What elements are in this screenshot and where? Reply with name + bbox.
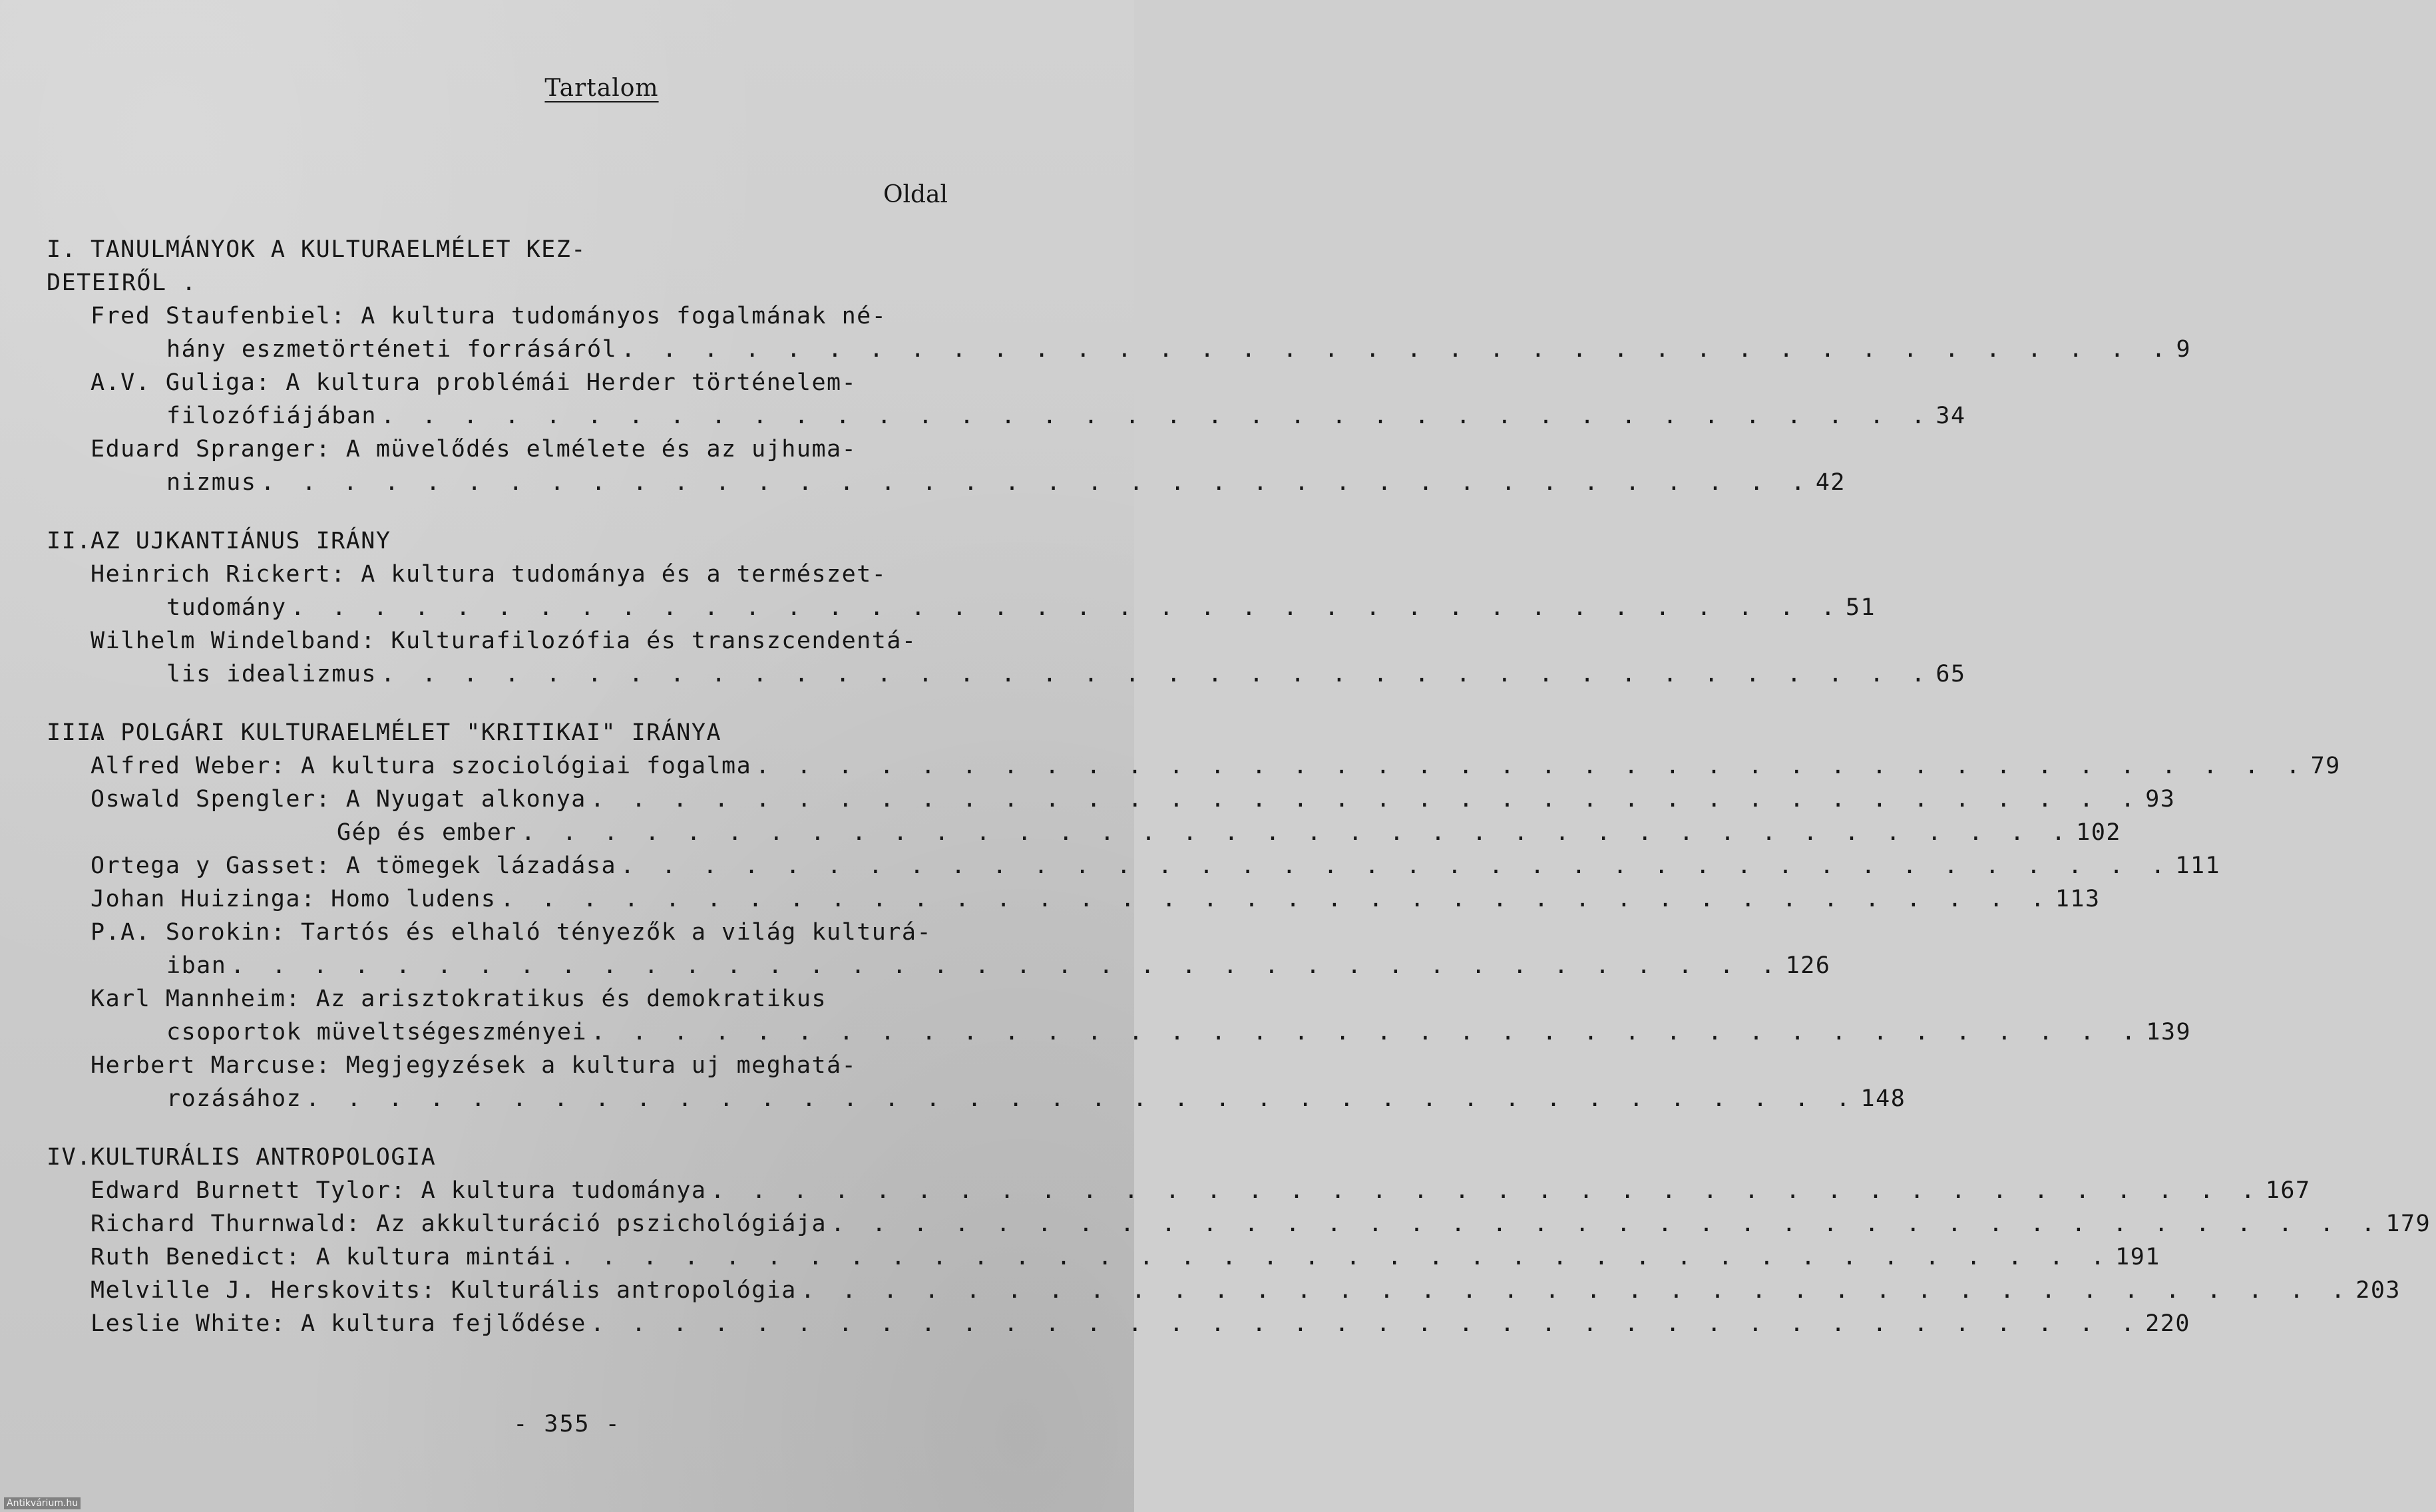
section-number: I. bbox=[47, 236, 77, 263]
dot-leader: . . . . . . . . . . . . . . . . . . . . . . . . . . . . . . . . . . . . . . bbox=[831, 1211, 2382, 1237]
entry-text: Wilhelm Windelband: Kulturafilozófia és transzcendentá- bbox=[91, 628, 917, 654]
toc-entry bbox=[47, 816, 2121, 849]
entry-page-number: 93 bbox=[2145, 786, 2176, 813]
toc-entry bbox=[47, 1174, 2311, 1207]
entry-text: Ruth Benedict: A kultura mintái bbox=[91, 1244, 556, 1270]
entry-text: filozófiájában bbox=[166, 403, 377, 429]
dot-leader: . . . . . . . . . . . . . . . . . . . . . . . . . . . . . . . . . . . . . . bbox=[590, 786, 2142, 813]
entry-text: hány eszmetörténeti forrásáról bbox=[166, 336, 618, 363]
dot-leader: . . . . . . . . . . . . . . . . . . . . . . . . . . . . . . . . . . . . . . bbox=[290, 594, 1842, 621]
section-number: III. bbox=[47, 719, 107, 746]
toc-entry-line bbox=[91, 366, 960, 399]
dot-leader: . . . . . . . . . . . . . . . . . . . . . . . . . . . . . . . . . . . . . . bbox=[755, 753, 2307, 779]
toc-entry-line bbox=[91, 1240, 2160, 1274]
entry-page-number: 113 bbox=[2055, 886, 2101, 912]
toc-entry bbox=[47, 1307, 2190, 1340]
section-number: II. bbox=[47, 528, 92, 554]
entry-page-number: 102 bbox=[2076, 819, 2121, 846]
dot-leader: . . . . . . . . . . . . . . . . . . . . . . . . . . . . . . . . . . . . . . bbox=[381, 403, 1932, 429]
toc-entry-line bbox=[91, 299, 960, 333]
toc-entry-line bbox=[91, 658, 1966, 691]
toc-entry-line bbox=[91, 882, 2101, 916]
toc-entry-line bbox=[91, 466, 1846, 499]
dot-leader: . . . . . . . . . . . . . . . . . . . . . . . . . . . . . . . . . . . . . . bbox=[520, 819, 2073, 846]
section-heading-text: AZ UJKANTIÁNUS IRÁNY bbox=[91, 528, 391, 554]
section-heading bbox=[47, 1141, 960, 1174]
toc-section bbox=[47, 233, 2192, 499]
entry-page-number: 220 bbox=[2145, 1310, 2190, 1337]
dot-leader: . . . . . . . . . . . . . . . . . . . . . . . . . . . . . . . . . . . . . . bbox=[591, 1019, 2142, 1045]
dot-leader: . . . . . . . . . . . . . . . . . . . . . . . . . . . . . . . . . . . . . . bbox=[381, 661, 1932, 687]
watermark: Antikvárium.hu bbox=[4, 1497, 81, 1509]
toc-entry-line bbox=[91, 1082, 1906, 1115]
entry-page-number: 111 bbox=[2175, 852, 2221, 879]
section-heading bbox=[47, 233, 960, 266]
entry-text: Heinrich Rickert: A kultura tudománya és a természet- bbox=[91, 561, 887, 588]
toc-entry-line bbox=[91, 783, 2176, 816]
section-heading bbox=[47, 524, 960, 558]
toc-entry bbox=[47, 1240, 2160, 1274]
entry-text: Herbert Marcuse: Megjegyzések a kultura uj meghatá- bbox=[91, 1052, 857, 1079]
toc-entry bbox=[47, 366, 1966, 433]
toc-entry-line bbox=[91, 591, 1876, 624]
toc-entry-line bbox=[91, 1174, 2311, 1207]
toc-entry bbox=[47, 1049, 1906, 1115]
entry-page-number: 203 bbox=[2355, 1277, 2401, 1304]
toc-entry bbox=[47, 558, 1876, 624]
toc-entry bbox=[47, 749, 2341, 783]
page-column-header: Oldal bbox=[883, 181, 948, 208]
entry-text: Ortega y Gasset: A tömegek lázadása bbox=[91, 852, 617, 879]
entry-text: csoportok müveltségeszményei bbox=[166, 1019, 588, 1045]
toc-entry bbox=[47, 982, 2192, 1049]
entry-page-number: 34 bbox=[1935, 403, 1966, 429]
toc-entry-line bbox=[91, 333, 2192, 366]
toc-entry-line bbox=[91, 1307, 2190, 1340]
entry-page-number: 65 bbox=[1935, 661, 1966, 687]
toc-section bbox=[47, 1141, 2431, 1340]
section-heading-text: TANULMÁNYOK A KULTURAELMÉLET KEZ- bbox=[91, 236, 586, 263]
toc-entry bbox=[47, 882, 2101, 916]
toc-entry bbox=[47, 433, 1846, 499]
dot-leader: . . . . . . . . . . . . . . . . . . . . . . . . . . . . . . . . . . . . . . bbox=[710, 1177, 2262, 1204]
entry-page-number: 191 bbox=[2115, 1244, 2160, 1270]
page-number: - 355 - bbox=[513, 1411, 621, 1437]
toc-entry bbox=[47, 916, 1831, 982]
entry-text: nizmus bbox=[166, 469, 257, 496]
dot-leader: . . . . . . . . . . . . . . . . . . . . . . . . . . . . . . . . . . . . . . bbox=[621, 336, 2172, 363]
page-title bbox=[0, 75, 1134, 102]
entry-text: lis idealizmus bbox=[166, 661, 377, 687]
toc-entry-line bbox=[91, 1049, 960, 1082]
section-heading bbox=[47, 716, 960, 749]
toc-section bbox=[47, 524, 1966, 691]
entry-text: Edward Burnett Tylor: A kultura tudománya bbox=[91, 1177, 707, 1204]
entry-text: Fred Staufenbiel: A kultura tudományos fogalmának né- bbox=[91, 303, 887, 329]
entry-page-number: 179 bbox=[2385, 1211, 2431, 1237]
entry-page-number: 51 bbox=[1845, 594, 1876, 621]
dot-leader: . . . . . . . . . . . . . . . . . . . . . . . . . . . . . . . . . . . . . . bbox=[230, 952, 1782, 979]
toc-entry bbox=[47, 299, 2192, 366]
entry-text: Richard Thurnwald: Az akkulturáció pszichológiája bbox=[91, 1211, 827, 1237]
toc-entry bbox=[47, 624, 1966, 691]
entry-text: Karl Mannheim: Az arisztokratikus és demokratikus bbox=[91, 986, 827, 1012]
entry-text: Oswald Spengler: A Nyugat alkonya bbox=[91, 786, 586, 813]
toc-entry bbox=[47, 849, 2221, 882]
toc-entry-line bbox=[91, 949, 1831, 982]
toc-entry-line bbox=[91, 433, 960, 466]
section-heading-text: A POLGÁRI KULTURAELMÉLET "KRITIKAI" IRÁNYA bbox=[91, 719, 722, 746]
toc-section bbox=[47, 716, 2341, 1115]
toc-entry-line bbox=[91, 1016, 2192, 1049]
entry-text: P.A. Sorokin: Tartós és elhaló tényezők a világ kulturá- bbox=[91, 919, 932, 946]
toc-entry-line bbox=[91, 1274, 2401, 1307]
dot-leader: . . . . . . . . . . . . . . . . . . . . . . . . . . . . . . . . . . . . . . bbox=[560, 1244, 2112, 1270]
entry-page-number: 9 bbox=[2176, 336, 2192, 363]
toc-entry-line bbox=[91, 849, 2221, 882]
toc-entry-line bbox=[91, 1207, 2431, 1240]
entry-text: rozásához bbox=[166, 1085, 302, 1112]
table-of-contents bbox=[47, 233, 2431, 1366]
toc-entry-line bbox=[91, 916, 960, 949]
dot-leader: . . . . . . . . . . . . . . . . . . . . . . . . . . . . . . . . . . . . . . bbox=[620, 852, 2172, 879]
toc-entry bbox=[47, 1274, 2401, 1307]
section-heading-text: KULTURÁLIS ANTROPOLOGIA bbox=[91, 1144, 437, 1171]
toc-entry-line bbox=[91, 558, 960, 591]
entry-page-number: 42 bbox=[1815, 469, 1846, 496]
section-heading-text: DETEIRŐL . bbox=[47, 270, 197, 296]
entry-page-number: 148 bbox=[1860, 1085, 1906, 1112]
entry-text: Eduard Spranger: A müvelődés elmélete és az ujhuma- bbox=[91, 436, 857, 463]
entry-text: tudomány bbox=[166, 594, 287, 621]
entry-page-number: 79 bbox=[2310, 753, 2341, 779]
dot-leader: . . . . . . . . . . . . . . . . . . . . . . . . . . . . . . . . . . . . . . bbox=[590, 1310, 2142, 1337]
toc-entry-line bbox=[91, 816, 2121, 849]
entry-text: Gép és ember bbox=[337, 819, 517, 846]
dot-leader: . . . . . . . . . . . . . . . . . . . . . . . . . . . . . . . . . . . . . . bbox=[800, 1277, 2352, 1304]
section-number: IV. bbox=[47, 1144, 92, 1171]
entry-text: A.V. Guliga: A kultura problémái Herder történelem- bbox=[91, 369, 857, 396]
entry-page-number: 126 bbox=[1785, 952, 1831, 979]
entry-page-number: 139 bbox=[2146, 1019, 2192, 1045]
entry-text: Melville J. Herskovits: Kulturális antropológia bbox=[91, 1277, 797, 1304]
toc-entry-line bbox=[91, 399, 1966, 433]
entry-page-number: 167 bbox=[2265, 1177, 2311, 1204]
entry-text: iban bbox=[166, 952, 227, 979]
toc-entry bbox=[47, 1207, 2431, 1240]
toc-entry-line bbox=[91, 982, 960, 1016]
toc-entry-line bbox=[91, 749, 2341, 783]
toc-entry-line bbox=[91, 624, 960, 658]
section-heading bbox=[47, 266, 960, 299]
page-title-text: Tartalom bbox=[544, 75, 659, 102]
entry-text: Alfred Weber: A kultura szociológiai fogalma bbox=[91, 753, 752, 779]
dot-leader: . . . . . . . . . . . . . . . . . . . . . . . . . . . . . . . . . . . . . . bbox=[260, 469, 1812, 496]
entry-text: Leslie White: A kultura fejlődése bbox=[91, 1310, 586, 1337]
dot-leader: . . . . . . . . . . . . . . . . . . . . . . . . . . . . . . . . . . . . . . bbox=[500, 886, 2051, 912]
dot-leader: . . . . . . . . . . . . . . . . . . . . . . . . . . . . . . . . . . . . . . bbox=[305, 1085, 1857, 1112]
entry-text: Johan Huizinga: Homo ludens bbox=[91, 886, 497, 912]
toc-entry bbox=[47, 783, 2176, 816]
